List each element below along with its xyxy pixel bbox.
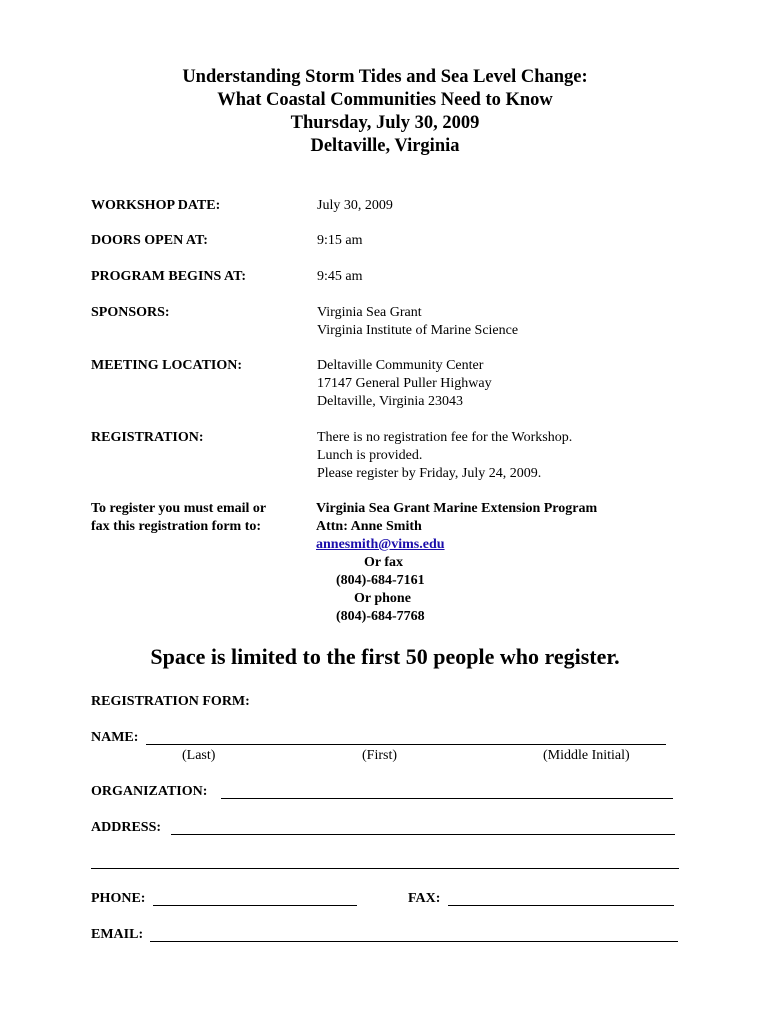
contact-phone-number: (804)-684-7768	[336, 609, 425, 624]
registration-form-heading: REGISTRATION FORM:	[91, 694, 250, 709]
register-instructions-line-1: To register you must email or	[91, 501, 267, 516]
doors-open-label: DOORS OPEN AT:	[91, 233, 208, 248]
organization-field-line[interactable]	[221, 798, 673, 799]
title-line-3: Thursday, July 30, 2009	[290, 113, 480, 133]
contact-or-fax: Or fax	[364, 555, 404, 570]
address-field-line[interactable]	[171, 834, 675, 835]
contact-org: Virginia Sea Grant Marine Extension Program	[316, 501, 598, 516]
registration-line: There is no registration fee for the Workshop.	[317, 430, 573, 445]
location-line: Deltaville, Virginia 23043	[317, 394, 464, 409]
program-begins-value: 9:45 am	[317, 269, 363, 284]
space-limited-notice: Space is limited to the first 50 people who register.	[150, 644, 620, 669]
phone-field-line[interactable]	[153, 905, 357, 906]
title-line-4: Deltaville, Virginia	[310, 136, 460, 156]
registration-line: Please register by Friday, July 24, 2009.	[317, 466, 542, 481]
title-line-1: Understanding Storm Tides and Sea Level Change:	[182, 67, 588, 87]
address-field-line-2[interactable]	[91, 868, 679, 869]
workshop-date-label: WORKSHOP DATE:	[91, 198, 221, 213]
sponsors-list	[317, 304, 518, 340]
registration-info	[317, 429, 572, 483]
meeting-location-label: MEETING LOCATION:	[91, 358, 243, 373]
organization-label: ORGANIZATION:	[91, 784, 208, 799]
title-line-2: What Coastal Communities Need to Know	[217, 90, 553, 110]
contact-or-phone: Or phone	[354, 591, 411, 606]
sponsor-item: Virginia Institute of Marine Science	[317, 323, 519, 338]
workshop-date-value: July 30, 2009	[317, 198, 393, 213]
fax-field-line[interactable]	[448, 905, 674, 906]
name-middle-hint: (Middle Initial)	[543, 748, 630, 763]
email-label: EMAIL:	[91, 927, 144, 942]
location-line: 17147 General Puller Highway	[317, 376, 492, 391]
contact-attn: Attn: Anne Smith	[316, 519, 422, 534]
address-label: ADDRESS:	[91, 820, 162, 835]
location-line: Deltaville Community Center	[317, 358, 484, 373]
phone-label: PHONE:	[91, 891, 146, 906]
contact-fax-number: (804)-684-7161	[336, 573, 425, 588]
name-label: NAME:	[91, 730, 139, 745]
registration-label: REGISTRATION:	[91, 430, 204, 445]
doors-open-value: 9:15 am	[317, 233, 363, 248]
name-field-line[interactable]	[146, 744, 666, 745]
program-begins-label: PROGRAM BEGINS AT:	[91, 269, 247, 284]
email-field-line[interactable]	[150, 941, 678, 942]
registration-line: Lunch is provided.	[317, 448, 423, 463]
name-last-hint: (Last)	[182, 748, 216, 763]
contact-email-link[interactable]: annesmith@vims.edu	[316, 537, 445, 552]
name-first-hint: (First)	[362, 748, 397, 763]
register-contact	[316, 500, 597, 626]
sponsors-label: SPONSORS:	[91, 305, 170, 320]
fax-label: FAX:	[408, 891, 441, 906]
meeting-location-address	[317, 357, 492, 411]
register-instructions	[91, 500, 266, 536]
sponsor-item: Virginia Sea Grant	[317, 305, 422, 320]
document-title	[0, 66, 770, 158]
register-instructions-line-2: fax this registration form to:	[91, 519, 262, 534]
